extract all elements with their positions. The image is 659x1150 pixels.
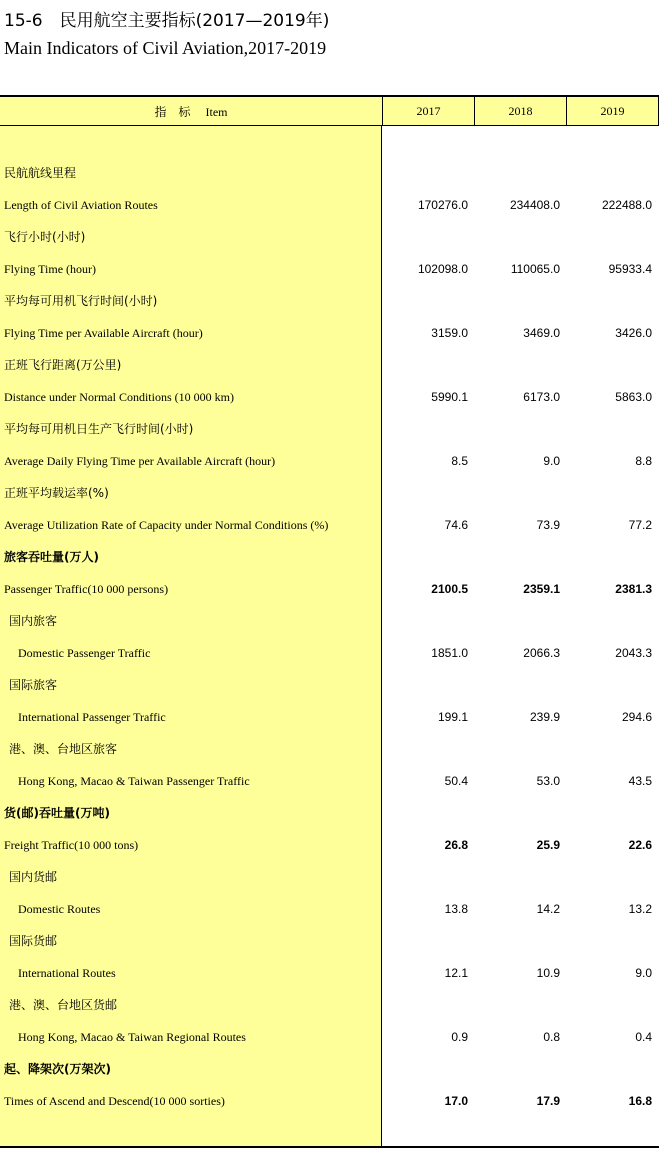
- header-year-2018: 2018: [475, 97, 567, 126]
- cell-2018: 9.0: [543, 454, 560, 468]
- cell-2018: 25.9: [536, 838, 560, 852]
- indicators-table: [0, 95, 659, 1148]
- table-row: [0, 803, 659, 823]
- table-row: [0, 835, 659, 855]
- cell-2017: 74.6: [444, 518, 468, 532]
- row-label-en: Flying Time (hour): [4, 262, 97, 276]
- cell-2017: 5990.1: [431, 390, 468, 404]
- cell-2018: 10.9: [536, 966, 560, 980]
- cell-2017: 102098.0: [417, 262, 468, 276]
- table-row: [0, 579, 659, 599]
- row-label-en: Distance under Normal Conditions (10 000 km): [4, 390, 234, 404]
- cell-2017: 0.9: [451, 1030, 468, 1044]
- item-column-shade: [0, 126, 382, 1146]
- cell-2017: 17.0: [444, 1094, 468, 1108]
- table-row: [0, 611, 659, 631]
- row-label-en: Hong Kong, Macao & Taiwan Regional Routes: [18, 1030, 246, 1044]
- cell-2018: 17.9: [536, 1094, 560, 1108]
- row-label-cn: 平均每可用机日生产飞行时间(小时): [4, 422, 194, 436]
- cell-2017: 1851.0: [431, 646, 468, 660]
- row-label-en: Hong Kong, Macao & Taiwan Passenger Traffic: [18, 774, 250, 788]
- table-row: [0, 963, 659, 983]
- cell-2017: 12.1: [444, 966, 468, 980]
- table-row: [0, 515, 659, 535]
- row-label-en: Domestic Routes: [18, 902, 101, 916]
- cell-2017: 3159.0: [431, 326, 468, 340]
- cell-2019: 8.8: [635, 454, 652, 468]
- cell-2017: 2100.5: [431, 582, 468, 596]
- table-row: [0, 259, 659, 279]
- table-row: [0, 707, 659, 727]
- cell-2019: 9.0: [635, 966, 652, 980]
- table-row: [0, 547, 659, 567]
- header-year-2019: 2019: [567, 97, 659, 126]
- cell-2018: 234408.0: [509, 198, 560, 212]
- cell-2018: 53.0: [536, 774, 560, 788]
- cell-2019: 16.8: [628, 1094, 652, 1108]
- table-row: [0, 643, 659, 663]
- table-row: [0, 899, 659, 919]
- table-row: [0, 1059, 659, 1079]
- cell-2019: 77.2: [628, 518, 652, 532]
- cell-2017: 199.1: [437, 710, 468, 724]
- row-label-cn: 起、降架次(万架次): [4, 1062, 111, 1076]
- row-label-en: Times of Ascend and Descend(10 000 sorties): [4, 1094, 225, 1108]
- row-label-en: Freight Traffic(10 000 tons): [4, 838, 139, 852]
- table-row: [0, 867, 659, 887]
- table-bottom-rule: [0, 1146, 659, 1148]
- row-label-cn: 国内旅客: [9, 614, 58, 628]
- cell-2019: 294.6: [621, 710, 652, 724]
- table-row: [0, 675, 659, 695]
- table-row: [0, 387, 659, 407]
- table-row: [0, 771, 659, 791]
- row-label-en: Length of Civil Aviation Routes: [4, 198, 158, 212]
- cell-2019: 2381.3: [615, 582, 652, 596]
- table-row: [0, 739, 659, 759]
- row-label-en: International Passenger Traffic: [18, 710, 166, 724]
- cell-2017: 13.8: [444, 902, 468, 916]
- cell-2017: 8.5: [451, 454, 468, 468]
- table-row: [0, 323, 659, 343]
- cell-2019: 22.6: [628, 838, 652, 852]
- cell-2019: 2043.3: [615, 646, 652, 660]
- row-label-cn: 飞行小时(小时): [4, 230, 86, 244]
- row-label-en: Average Utilization Rate of Capacity under Normal Conditions (%): [4, 518, 329, 532]
- cell-2017: 50.4: [444, 774, 468, 788]
- row-label-en: International Routes: [18, 966, 116, 980]
- cell-2018: 73.9: [536, 518, 560, 532]
- cell-2017: 170276.0: [417, 198, 468, 212]
- row-label-cn: 民航航线里程: [4, 166, 77, 180]
- cell-2019: 43.5: [628, 774, 652, 788]
- cell-2018: 6173.0: [523, 390, 560, 404]
- cell-2018: 14.2: [536, 902, 560, 916]
- cell-2018: 3469.0: [523, 326, 560, 340]
- row-label-cn: 货(邮)吞吐量(万吨): [4, 806, 110, 820]
- table-row: [0, 931, 659, 951]
- row-label-cn: 国际货邮: [9, 934, 58, 948]
- cell-2018: 110065.0: [510, 262, 560, 276]
- cell-2019: 0.4: [635, 1030, 652, 1044]
- row-label-cn: 正班平均载运率(%): [4, 486, 109, 500]
- cell-2019: 5863.0: [615, 390, 652, 404]
- row-label-en: Domestic Passenger Traffic: [18, 646, 151, 660]
- row-label-en: Flying Time per Available Aircraft (hour): [4, 326, 203, 340]
- row-label-cn: 平均每可用机飞行时间(小时): [4, 294, 158, 308]
- row-label-cn: 港、澳、台地区旅客: [9, 742, 118, 756]
- cell-2018: 0.8: [543, 1030, 560, 1044]
- row-label-cn: 港、澳、台地区货邮: [9, 998, 118, 1012]
- header-year-2017: 2017: [383, 97, 475, 126]
- table-row: [0, 483, 659, 503]
- table-row: [0, 1091, 659, 1111]
- row-label-en: Passenger Traffic(10 000 persons): [4, 582, 169, 596]
- row-label-cn: 国内货邮: [9, 870, 58, 884]
- row-label-cn: 国际旅客: [9, 678, 58, 692]
- table-row: [0, 355, 659, 375]
- cell-2019: 222488.0: [601, 198, 652, 212]
- cell-2018: 2066.3: [523, 646, 560, 660]
- table-row: [0, 995, 659, 1015]
- table-row: [0, 451, 659, 471]
- table-row: [0, 419, 659, 439]
- table-row: [0, 1027, 659, 1047]
- cell-2019: 95933.4: [608, 262, 652, 276]
- row-label-cn: 旅客吞吐量(万人): [4, 550, 99, 564]
- page-title-cn: 15-6 民用航空主要指标(2017—2019年): [4, 11, 330, 31]
- table-row: [0, 227, 659, 247]
- cell-2017: 26.8: [444, 838, 468, 852]
- table-row: [0, 163, 659, 183]
- page-title-en: Main Indicators of Civil Aviation,2017-2019: [4, 38, 327, 58]
- cell-2019: 3426.0: [615, 326, 652, 340]
- cell-2018: 239.9: [529, 710, 560, 724]
- table-row: [0, 195, 659, 215]
- table-row: [0, 291, 659, 311]
- header-item: 指 标 Item: [0, 97, 383, 126]
- cell-2018: 2359.1: [523, 582, 560, 596]
- cell-2019: 13.2: [628, 902, 652, 916]
- row-label-cn: 正班飞行距离(万公里): [4, 358, 122, 372]
- row-label-en: Average Daily Flying Time per Available Aircraft (hour): [4, 454, 276, 468]
